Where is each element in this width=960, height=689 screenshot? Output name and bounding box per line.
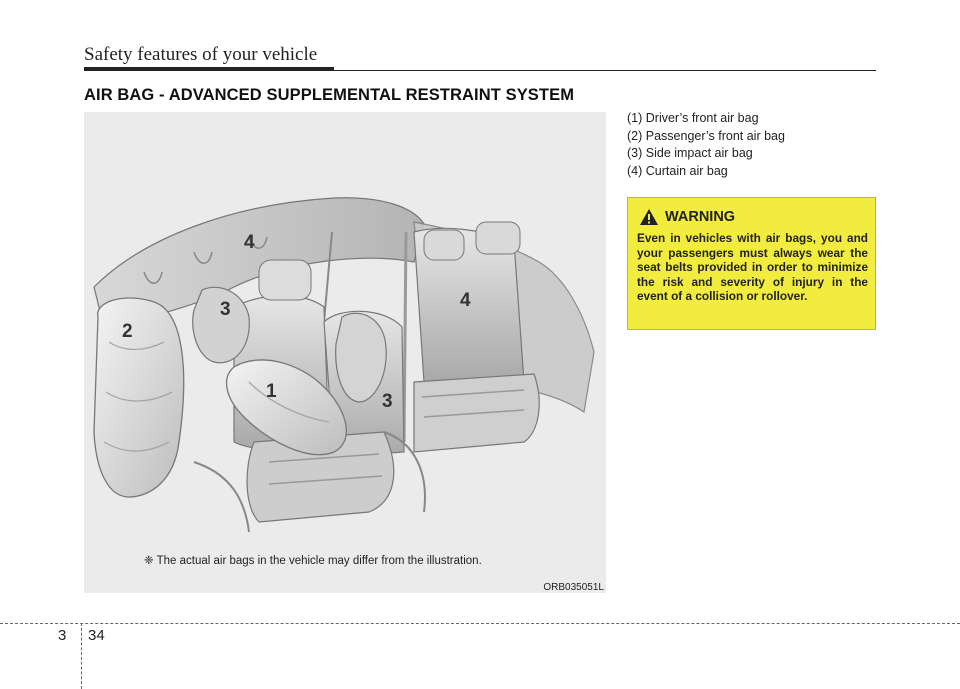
illustration-caption: ❈ The actual air bags in the vehicle may differ from the illustration. bbox=[144, 555, 482, 567]
footer-rule bbox=[0, 623, 960, 624]
airbag-legend bbox=[627, 110, 785, 180]
warning-title: WARNING bbox=[665, 209, 736, 225]
page-title: AIR BAG - ADVANCED SUPPLEMENTAL RESTRAINT SYSTEM bbox=[84, 86, 575, 104]
callout-3-rear: 3 bbox=[382, 391, 393, 412]
legend-item-driver-front: (1) Driver’s front air bag bbox=[627, 111, 759, 125]
section-header: Safety features of your vehicle bbox=[84, 44, 318, 65]
legend-item-side-impact: (3) Side impact air bag bbox=[627, 146, 753, 160]
callout-1: 1 bbox=[266, 381, 277, 402]
car-interior-drawing bbox=[84, 112, 606, 593]
warning-text: Even in vehicles with air bags, you and your passengers must always wear the seat belts provided in order to minimize the risk and severity of injury in the event of a collision or rollover. bbox=[637, 231, 868, 304]
passenger-front-airbag bbox=[94, 298, 184, 497]
header-rule-thin bbox=[84, 70, 876, 71]
warning-triangle-icon bbox=[639, 208, 659, 226]
legend-item-curtain: (4) Curtain air bag bbox=[627, 163, 728, 178]
footer-divider bbox=[81, 623, 82, 689]
callout-3-front: 3 bbox=[220, 299, 231, 320]
callout-4-rear: 4 bbox=[460, 290, 471, 311]
image-code: ORB035051L bbox=[543, 582, 604, 593]
page-number: 34 bbox=[88, 627, 105, 644]
warning-box bbox=[627, 197, 876, 330]
callout-4-front: 4 bbox=[244, 232, 255, 253]
chapter-number: 3 bbox=[58, 627, 67, 644]
legend-item-passenger-front: (2) Passenger’s front air bag bbox=[627, 128, 785, 143]
callout-2: 2 bbox=[122, 321, 133, 342]
warning-heading bbox=[639, 207, 735, 227]
airbag-illustration bbox=[84, 112, 606, 593]
